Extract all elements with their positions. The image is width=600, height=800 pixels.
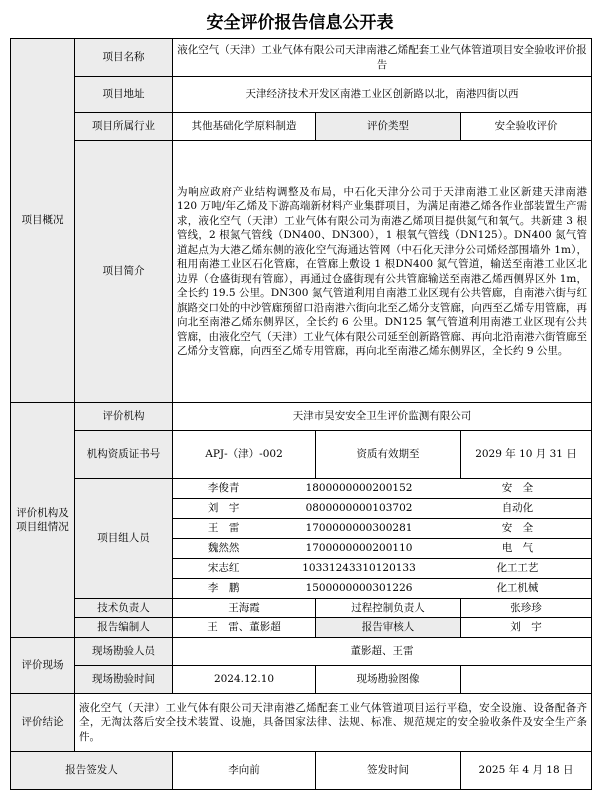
value-tech-lead: 王海霞 <box>173 599 316 618</box>
label-team: 项目组人员 <box>75 479 173 599</box>
label-site-staff: 现场勘验人员 <box>75 638 173 666</box>
value-conclusion: 液化空气（天津）工业气体有限公司天津南港乙烯配套工业气体管道项目运行平稳，安全设施、设备配备齐全，无淘汰落后安全技术装置、设施，具备国家法律、法规、标准、规范规定的安全验收条件及安全生产条件。 <box>75 694 592 752</box>
value-valid-until: 2029 年 10 月 31 日 <box>461 431 592 479</box>
label-issue-time: 签发时间 <box>316 752 461 790</box>
value-site-staff: 董影超、王雷 <box>173 638 592 666</box>
label-project-name: 项目名称 <box>75 39 173 77</box>
list-item: 李 鹏 1500000000301226 化工机械 <box>207 582 539 595</box>
value-process-lead: 张珍珍 <box>461 599 592 618</box>
page-title: 安全评价报告信息公开表 <box>206 13 394 33</box>
label-site-images: 现场勘验图像 <box>316 666 461 694</box>
value-eval-type: 安全验收评价 <box>461 113 592 141</box>
value-project-address: 天津经济技术开发区南港工业区创新路以北，南港四街以西 <box>173 77 592 113</box>
section-overview: 项目概况 <box>11 39 75 403</box>
list-item: 刘 宇 0800000000103702 自动化 <box>173 499 591 519</box>
info-table <box>10 38 592 790</box>
label-process-lead: 过程控制负责人 <box>316 599 461 618</box>
value-eval-org: 天津市昊安安全卫生评价监测有限公司 <box>173 403 592 431</box>
team-list <box>173 479 592 599</box>
list-item: 李俊青 1800000000200152 安 全 <box>173 479 591 499</box>
list-item: 宋志红 10331243310120133 化工工艺 <box>173 559 591 579</box>
value-cert-no: APJ-（津）-002 <box>173 431 316 479</box>
section-org: 评价机构及项目组情况 <box>11 403 75 638</box>
label-site-time: 现场勘验时间 <box>75 666 173 694</box>
label-eval-org: 评价机构 <box>75 403 173 431</box>
value-project-name: 液化空气（天津）工业气体有限公司天津南港乙烯配套工业气体管道项目安全验收评价报告 <box>173 39 592 77</box>
label-cert-no: 机构资质证书号 <box>75 431 173 479</box>
value-issue-time: 2025 年 4 月 18 日 <box>461 752 592 790</box>
label-tech-lead: 技术负责人 <box>75 599 173 618</box>
list-item: 王 雷 1700000000300281 安 全 <box>173 519 591 539</box>
label-report-reviewer: 报告审核人 <box>316 618 461 638</box>
label-valid-until: 资质有效期至 <box>316 431 461 479</box>
value-report-reviewer: 刘 宇 <box>461 618 592 638</box>
label-project-address: 项目地址 <box>75 77 173 113</box>
label-industry: 项目所属行业 <box>75 113 173 141</box>
section-site: 评价现场 <box>11 638 75 694</box>
value-site-images <box>461 666 592 694</box>
section-conclusion: 评价结论 <box>11 694 75 752</box>
label-eval-type: 评价类型 <box>316 113 461 141</box>
value-report-writer: 王 雷、董影超 <box>173 618 316 638</box>
value-intro: 为响应政府产业结构调整及布局，中石化天津分公司于天津南港工业区新建天津南港 120 万吨/年乙烯及下游高端新材料产业集群项目，为满足南港乙烯各作业部装置生产需求，液化空气（天津）工业气体有限公司为南港乙烯项目提供氮气和氧气。共新建 3 根管线，2 根氮气管线（DN400、DN300），1 根氧气管线（DN125）。DN400 氮气管道起点为大港乙烯东侧的液化空气海通达管网（中石化天津分公司烯烃部围墙外 1m），租用南港工业区石化管廊，在管廊上敷设 1 根DN400 氮气管道，输送至南港工业区北边界（仓盛街现有管廊），再通过仓盛街现有公共管廊输送至南港乙烯西侧界区外 1m，全长约 19.5 公里。DN300 氮气管道利用自南港工业区现有公共管廊，自南港六街与红旗路交口处的中沙管廊预留口沿南港六街向北至乙烯分支管廊，向西至乙烯专用管廊，再向北至南港乙烯东侧界区，全长约 6 公里。DN125 氧气管道利用南港工业区现有公共管廊，由液化空气（天津）工业气体有限公司延至创新路管廊、再向北沿南港六街管廊至乙烯分支管廊，向西至乙烯专用管廊，再向北至南港乙烯东侧界区，全长约 9 公里。 <box>173 141 592 403</box>
value-issuer: 李向前 <box>173 752 316 790</box>
label-intro: 项目简介 <box>75 141 173 403</box>
label-issuer: 报告签发人 <box>11 752 173 790</box>
list-item: 魏然然 1700000000200110 电 气 <box>173 539 591 559</box>
label-report-writer: 报告编制人 <box>75 618 173 638</box>
value-site-time: 2024.12.10 <box>173 666 316 694</box>
value-industry: 其他基础化学原料制造 <box>173 113 316 141</box>
